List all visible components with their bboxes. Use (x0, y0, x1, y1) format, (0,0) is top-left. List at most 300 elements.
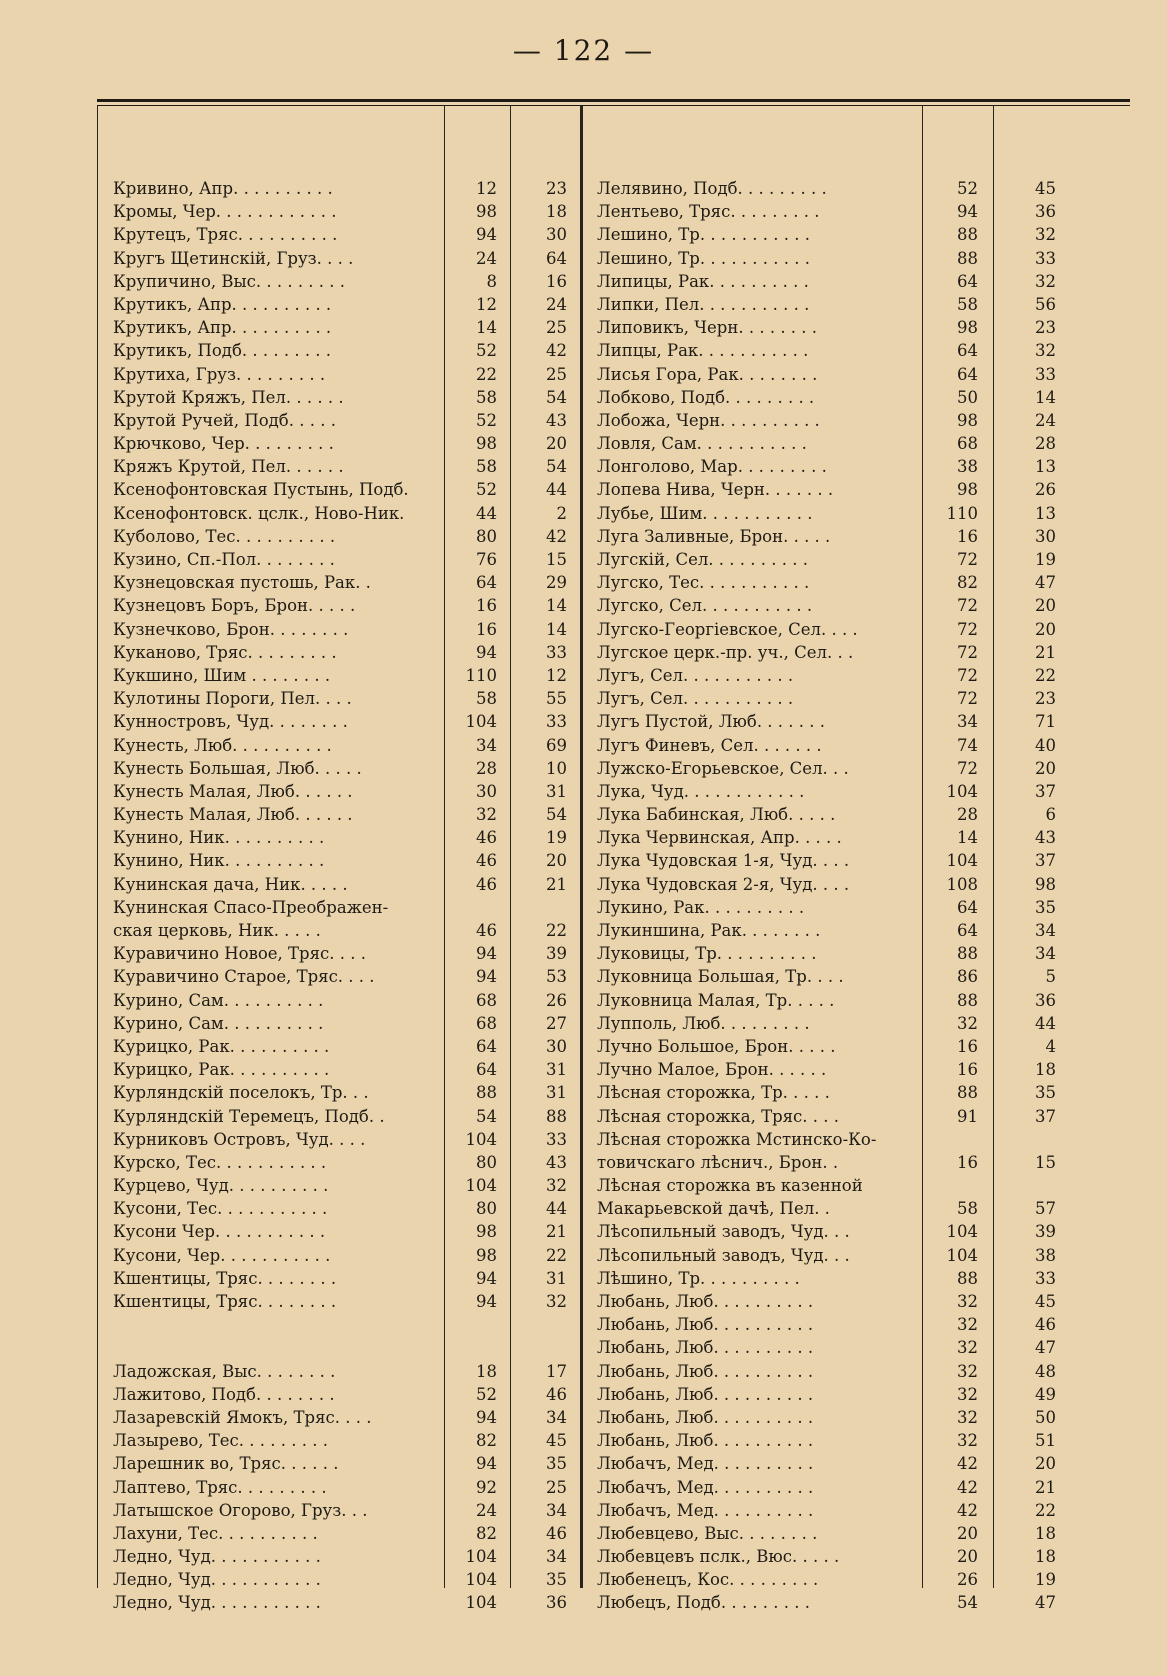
index-row (113, 432, 573, 455)
index-row (597, 502, 1062, 525)
place-name: Лука Червинская, Апр. . . . . (597, 828, 842, 848)
index-row (597, 223, 1062, 246)
entry-number: 22 (546, 1245, 567, 1265)
page-ref: 46 (476, 921, 497, 940)
page-ref: 64 (476, 1036, 497, 1056)
entry-number: 19 (546, 828, 567, 848)
place-name: Кшентицы, Тряс. . . . . . . . (113, 1292, 337, 1311)
entry-number: 45 (546, 1431, 567, 1451)
page-ref: 76 (476, 550, 497, 569)
place-name: Кусони, Чер. . . . . . . . . . . (113, 1245, 331, 1265)
index-row (113, 1058, 573, 1081)
page-ref: 46 (476, 828, 497, 848)
place-name: Лазырево, Тес. . . . . . . . . (113, 1431, 328, 1451)
page-number: — 122 — (512, 34, 655, 67)
entry-number: 20 (1035, 758, 1056, 778)
place-name: Любецъ, Подб. . . . . . . . . (597, 1593, 811, 1613)
page-ref: 94 (476, 944, 497, 964)
left-index-column (113, 177, 573, 1615)
entry-number: 2 (556, 503, 567, 523)
index-row (597, 247, 1062, 270)
index-row (113, 965, 573, 988)
index-row (113, 1105, 573, 1128)
index-row (597, 270, 1062, 293)
index-row (113, 502, 573, 525)
place-name: Любань, Люб. . . . . . . . . . (597, 1384, 814, 1404)
page-ref: 94 (476, 967, 497, 987)
page-ref: 46 (476, 851, 497, 871)
entry-number: 37 (1035, 781, 1056, 801)
entry-number: 35 (546, 1454, 567, 1474)
place-name: Лучно Малое, Брон. . . . . . (597, 1060, 827, 1080)
place-name: Липицы, Рак. . . . . . . . . . (597, 271, 809, 291)
index-row (113, 919, 573, 942)
page-ref: 46 (476, 874, 497, 894)
index-row (113, 339, 573, 362)
page-ref: 8 (486, 271, 497, 291)
index-row (113, 177, 573, 200)
entry-number: 14 (546, 619, 567, 639)
index-row (113, 594, 573, 617)
place-name: Лугско-Георгіевское, Сел. . . . (597, 619, 858, 639)
place-name: Лука, Чуд. . . . . . . . . . . . (597, 781, 805, 801)
index-row (113, 1452, 573, 1475)
index-row (597, 965, 1062, 988)
page-ref: 104 (465, 1176, 497, 1196)
place-name: Курицко, Рак. . . . . . . . . . (113, 1060, 330, 1080)
index-row (597, 571, 1062, 594)
entry-number: 53 (546, 967, 567, 987)
place-name: Луковница Малая, Тр. . . . . (597, 990, 835, 1010)
page-ref: 24 (476, 1500, 497, 1520)
index-row (597, 1429, 1062, 1452)
index-row (113, 270, 573, 293)
page-ref: 18 (476, 1361, 497, 1381)
entry-number: 25 (546, 364, 567, 384)
entry-number: 45 (1035, 1292, 1056, 1311)
entry-number: 33 (546, 712, 567, 732)
index-row (113, 1313, 573, 1336)
place-name: Луга Заливные, Брон. . . . . (597, 526, 831, 546)
place-name: Луковница Большая, Тр. . . . (597, 967, 844, 987)
place-name: Крупичино, Выс. . . . . . . . . (113, 271, 346, 291)
index-row (113, 734, 573, 757)
page-ref: 12 (476, 179, 497, 198)
entry-number: 35 (546, 1570, 567, 1590)
index-row (113, 826, 573, 849)
place-name: Любань, Люб. . . . . . . . . . (597, 1338, 814, 1358)
index-row (597, 873, 1062, 896)
index-row (113, 641, 573, 664)
place-name: Лука Чудовская 2-я, Чуд. . . . (597, 874, 850, 894)
place-name: Лугъ, Сел. . . . . . . . . . . (597, 689, 794, 709)
entry-number: 19 (1035, 1570, 1056, 1590)
place-name: Любевцево, Выс. . . . . . . . (597, 1523, 818, 1543)
entry-number: 48 (1035, 1361, 1056, 1381)
place-name: Лукино, Рак. . . . . . . . . . (597, 897, 805, 917)
place-name: Любевцевъ пслк., Вюс. . . . . (597, 1547, 840, 1567)
entry-number: 15 (546, 550, 567, 569)
page-ref: 88 (957, 990, 978, 1010)
page-ref: 88 (957, 944, 978, 964)
place-name: Кунностровъ, Чуд. . . . . . . . (113, 712, 348, 732)
page-ref: 88 (957, 1268, 978, 1288)
page-ref: 98 (957, 410, 978, 430)
index-row (597, 687, 1062, 710)
entry-number: 44 (546, 480, 567, 500)
page-ref: 72 (957, 642, 978, 662)
page-ref: 82 (476, 1523, 497, 1543)
page-ref: 98 (957, 318, 978, 338)
index-row (113, 293, 573, 316)
index-row (597, 1476, 1062, 1499)
page-ref: 32 (957, 1338, 978, 1358)
page-ref: 24 (476, 248, 497, 268)
place-name: Лентьево, Тряс. . . . . . . . . (597, 202, 820, 222)
index-row (113, 1128, 573, 1151)
place-name: Липки, Пел. . . . . . . . . . . (597, 294, 810, 314)
place-name: Кругъ Щетинскій, Груз. . . . (113, 248, 354, 268)
index-row (113, 780, 573, 803)
page-ref: 34 (957, 712, 978, 732)
index-row (113, 1499, 573, 1522)
index-row (597, 1383, 1062, 1406)
place-name: Кусони, Тес. . . . . . . . . . . (113, 1199, 328, 1219)
index-row (597, 594, 1062, 617)
index-row (597, 1313, 1062, 1336)
entry-number: 32 (1035, 271, 1056, 291)
place-name: Кукшино, Шим . . . . . . . . (113, 665, 331, 685)
page-ref: 104 (465, 1570, 497, 1590)
place-name: Кривино, Апр. . . . . . . . . . (113, 179, 333, 198)
place-name: Лазаревскій Ямокъ, Тряс. . . . (113, 1407, 372, 1427)
page-ref: 68 (476, 990, 497, 1010)
place-name: Крутикъ, Апр. . . . . . . . . . (113, 318, 332, 338)
place-name: Лугско, Сел. . . . . . . . . . . (597, 596, 813, 616)
place-name: Любачъ, Мед. . . . . . . . . . (597, 1500, 814, 1520)
entry-number: 21 (1035, 642, 1056, 662)
page-ref: 82 (476, 1431, 497, 1451)
entry-number: 47 (1035, 1593, 1056, 1613)
index-row (597, 803, 1062, 826)
entry-number: 43 (546, 410, 567, 430)
entry-number: 39 (546, 944, 567, 964)
place-name: Курниковъ Островъ, Чуд. . . . (113, 1129, 366, 1149)
page-ref: 94 (957, 202, 978, 222)
index-row (597, 1568, 1062, 1591)
page-ref: 20 (957, 1547, 978, 1567)
place-name: Кузнечково, Брон. . . . . . . . (113, 619, 349, 639)
page-ref: 80 (476, 526, 497, 546)
entry-number: 33 (1035, 364, 1056, 384)
place-name: Ладожская, Выс. . . . . . . . (113, 1361, 336, 1381)
index-row (113, 687, 573, 710)
index-row (597, 339, 1062, 362)
place-name: Лѣсопильный заводъ, Чуд. . . (597, 1222, 850, 1242)
index-row (113, 386, 573, 409)
index-row (113, 1406, 573, 1429)
index-row (597, 942, 1062, 965)
index-row (597, 1336, 1062, 1359)
center-divider (580, 106, 583, 1588)
entry-number: 23 (1035, 689, 1056, 709)
entry-number: 71 (1035, 712, 1056, 732)
page-ref: 32 (957, 1407, 978, 1427)
entry-number: 54 (546, 805, 567, 825)
entry-number: 35 (1035, 897, 1056, 917)
entry-number: 34 (546, 1407, 567, 1427)
entry-number: 56 (1035, 294, 1056, 314)
entry-number: 43 (1035, 828, 1056, 848)
place-name: Любенецъ, Кос. . . . . . . . . (597, 1570, 819, 1590)
entry-number: 46 (546, 1523, 567, 1543)
page-ref: 34 (476, 735, 497, 755)
index-row (597, 478, 1062, 501)
page-ref: 72 (957, 758, 978, 778)
page-ref: 88 (957, 248, 978, 268)
place-name: Лѣшино, Тр. . . . . . . . . . (597, 1268, 800, 1288)
page-ref: 32 (957, 1292, 978, 1311)
entry-number: 32 (546, 1292, 567, 1311)
place-name: Любань, Люб. . . . . . . . . . (597, 1361, 814, 1381)
index-row (597, 1406, 1062, 1429)
index-row (113, 200, 573, 223)
index-row (597, 1105, 1062, 1128)
index-row (113, 1476, 573, 1499)
entry-number: 25 (546, 318, 567, 338)
page-ref: 32 (957, 1361, 978, 1381)
page-ref: 68 (476, 1013, 497, 1033)
page-ref: 86 (957, 967, 978, 987)
entry-number: 27 (546, 1013, 567, 1033)
entry-number: 36 (1035, 202, 1056, 222)
place-name: Ледно, Чуд. . . . . . . . . . . (113, 1593, 321, 1613)
index-row (597, 1174, 1062, 1197)
entry-number: 57 (1035, 1199, 1056, 1219)
index-row (113, 478, 573, 501)
index-row (597, 1012, 1062, 1035)
entry-number: 32 (546, 1176, 567, 1196)
page-ref: 52 (476, 1384, 497, 1404)
entry-number: 12 (546, 665, 567, 685)
index-row (597, 757, 1062, 780)
page-ref: 110 (946, 503, 978, 523)
place-name: Крутой Ручей, Подб. . . . . (113, 410, 336, 430)
entry-number: 25 (546, 1477, 567, 1497)
place-name: Кузнецовская пустошь, Рак. . (113, 573, 371, 593)
page-ref: 104 (465, 1547, 497, 1567)
index-row (113, 1012, 573, 1035)
place-name: Кшентицы, Тряс. . . . . . . . (113, 1268, 337, 1288)
entry-number: 26 (546, 990, 567, 1010)
place-name: Лужско-Егорьевское, Сел. . . (597, 758, 849, 778)
entry-number: 18 (1035, 1523, 1056, 1543)
entry-number: 21 (546, 1222, 567, 1242)
index-row (113, 316, 573, 339)
entry-number: 46 (546, 1384, 567, 1404)
entry-number: 17 (546, 1361, 567, 1381)
index-row (113, 1174, 573, 1197)
place-name: Лаптево, Тряс. . . . . . . . . (113, 1477, 327, 1497)
entry-number: 42 (546, 341, 567, 361)
entry-number: 13 (1035, 503, 1056, 523)
page-ref: 94 (476, 642, 497, 662)
entry-number: 19 (1035, 550, 1056, 569)
page-ref: 16 (957, 1152, 978, 1172)
page-ref: 42 (957, 1454, 978, 1474)
entry-number: 32 (1035, 225, 1056, 245)
place-name: Курцево, Чуд. . . . . . . . . . (113, 1176, 329, 1196)
index-row (597, 293, 1062, 316)
page-ref: 54 (957, 1593, 978, 1613)
entry-number: 34 (1035, 944, 1056, 964)
page-ref: 22 (476, 364, 497, 384)
place-name: Любань, Люб. . . . . . . . . . (597, 1315, 814, 1335)
page-ref: 58 (476, 689, 497, 709)
place-name: Любань, Люб. . . . . . . . . . (597, 1431, 814, 1451)
index-row (113, 710, 573, 733)
page-ref: 98 (476, 1245, 497, 1265)
index-row (113, 1522, 573, 1545)
entry-number: 33 (1035, 248, 1056, 268)
entry-number: 26 (1035, 480, 1056, 500)
place-name: Кусони Чер. . . . . . . . . . . (113, 1222, 326, 1242)
page-ref: 98 (957, 480, 978, 500)
entry-number: 54 (546, 457, 567, 477)
page-ref: 110 (465, 665, 497, 685)
entry-number: 55 (546, 689, 567, 709)
page-ref: 16 (957, 526, 978, 546)
place-name: Кунесть Малая, Люб. . . . . . (113, 805, 353, 825)
entry-number: 21 (546, 874, 567, 894)
place-name: Лукиншина, Рак. . . . . . . . (597, 921, 821, 940)
place-name: Крутикъ, Подб. . . . . . . . . (113, 341, 332, 361)
entry-number: 31 (546, 781, 567, 801)
entry-number: 24 (1035, 410, 1056, 430)
place-name: Лобково, Подб. . . . . . . . . (597, 387, 815, 407)
page-ref: 80 (476, 1199, 497, 1219)
place-name: Кунинская Спасо-Преображен- (113, 897, 389, 917)
index-row (597, 734, 1062, 757)
entry-number: 88 (546, 1106, 567, 1126)
place-name: Кунинская дача, Ник. . . . . (113, 874, 348, 894)
entry-number: 98 (1035, 874, 1056, 894)
index-row (113, 989, 573, 1012)
index-row (597, 1081, 1062, 1104)
entry-number: 20 (1035, 1454, 1056, 1474)
index-row (597, 641, 1062, 664)
place-name: Курицко, Рак. . . . . . . . . . (113, 1036, 330, 1056)
index-row (113, 664, 573, 687)
page-ref: 94 (476, 225, 497, 245)
page-ref: 92 (476, 1477, 497, 1497)
place-name: Лѣсопильный заводъ, Чуд. . . (597, 1245, 850, 1265)
place-name: Лугъ, Сел. . . . . . . . . . . (597, 665, 794, 685)
entry-number: 47 (1035, 573, 1056, 593)
place-name: Лугскій, Сел. . . . . . . . . . (597, 550, 808, 569)
page-ref: 94 (476, 1407, 497, 1427)
place-name: Любачъ, Мед. . . . . . . . . . (597, 1454, 814, 1474)
entry-number: 38 (1035, 1245, 1056, 1265)
entry-number: 46 (1035, 1315, 1056, 1335)
index-row (113, 873, 573, 896)
entry-number: 30 (1035, 526, 1056, 546)
page-ref: 16 (957, 1036, 978, 1056)
place-name: Кунино, Ник. . . . . . . . . . (113, 851, 325, 871)
place-name: Макарьевской дачѣ, Пел. . (597, 1199, 830, 1219)
place-name: Любань, Люб. . . . . . . . . . (597, 1407, 814, 1427)
entry-number: 22 (546, 921, 567, 940)
page-ref: 74 (957, 735, 978, 755)
place-name: Крутой Кряжъ, Пел. . . . . . (113, 387, 344, 407)
place-name: Кунесть Большая, Люб. . . . . (113, 758, 362, 778)
page-ref: 98 (476, 1222, 497, 1242)
place-name: Куканово, Тряс. . . . . . . . . (113, 642, 337, 662)
index-row (597, 1360, 1062, 1383)
index-row (597, 780, 1062, 803)
entry-number: 37 (1035, 851, 1056, 871)
entry-number: 50 (1035, 1407, 1056, 1427)
entry-number: 34 (546, 1547, 567, 1567)
index-row (597, 1220, 1062, 1243)
index-row (113, 223, 573, 246)
entry-number: 18 (1035, 1060, 1056, 1080)
place-name: Лешино, Тр. . . . . . . . . . . (597, 225, 811, 245)
page-ref: 72 (957, 665, 978, 685)
place-name: Лука Бабинская, Люб. . . . . (597, 805, 836, 825)
index-row (113, 363, 573, 386)
index-row (597, 1499, 1062, 1522)
page-ref: 42 (957, 1500, 978, 1520)
index-row (113, 1568, 573, 1591)
entry-number: 49 (1035, 1384, 1056, 1404)
place-name: Кунино, Ник. . . . . . . . . . (113, 828, 325, 848)
entry-number: 44 (1035, 1013, 1056, 1033)
page-ref: 28 (476, 758, 497, 778)
place-name: Крутиха, Груз. . . . . . . . . (113, 364, 326, 384)
index-row (113, 757, 573, 780)
index-row (597, 455, 1062, 478)
entry-number: 43 (546, 1152, 567, 1172)
entry-number: 18 (546, 202, 567, 222)
entry-number: 64 (546, 248, 567, 268)
place-name: Курино, Сам. . . . . . . . . . (113, 990, 324, 1010)
place-name: Куравичино Новое, Тряс. . . . (113, 944, 366, 964)
entry-number: 24 (546, 294, 567, 314)
entry-number: 47 (1035, 1338, 1056, 1358)
page-ref: 52 (476, 341, 497, 361)
entry-number: 31 (546, 1083, 567, 1103)
place-name: Ларешник во, Тряс. . . . . . (113, 1454, 339, 1474)
index-row (597, 849, 1062, 872)
index-row (113, 1336, 573, 1359)
page-ref: 98 (476, 202, 497, 222)
page-ref: 108 (946, 874, 978, 894)
index-row (113, 1081, 573, 1104)
index-row (113, 247, 573, 270)
place-name: товичскаго лѣснич., Брон. . (597, 1152, 839, 1172)
index-row (113, 942, 573, 965)
place-name: Курино, Сам. . . . . . . . . . (113, 1013, 324, 1033)
entry-number: 13 (1035, 457, 1056, 477)
place-name: Лѣсная сторожка въ казенной (597, 1176, 863, 1196)
entry-number: 18 (1035, 1547, 1056, 1567)
page-ref: 64 (957, 364, 978, 384)
entry-number: 40 (1035, 735, 1056, 755)
entry-number: 15 (1035, 1152, 1056, 1172)
place-name: Куболово, Тес. . . . . . . . . . (113, 526, 336, 546)
index-row (113, 1429, 573, 1452)
